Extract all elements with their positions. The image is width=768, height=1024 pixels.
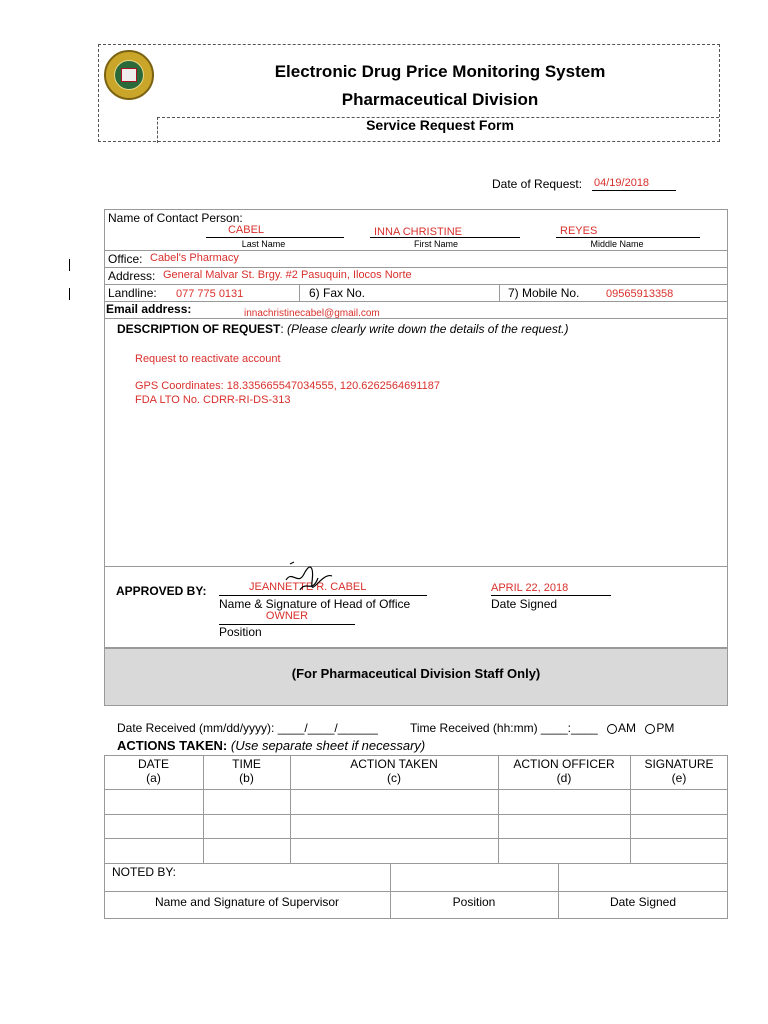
am-radio[interactable] [607, 724, 617, 734]
column-date: DATE (a) [137, 757, 170, 785]
supervisor-position-caption: Position [452, 895, 496, 909]
mobile-label: 7) Mobile No. [508, 286, 580, 300]
first-name-value[interactable]: INNA CHRISTINE [374, 226, 463, 238]
description-label: DESCRIPTION OF REQUEST [117, 322, 281, 336]
doh-seal-icon [104, 50, 154, 100]
contact-person-label: Name of Contact Person: [108, 211, 243, 225]
description-line-1[interactable]: Request to reactivate account [135, 353, 281, 365]
date-signed-caption: Date Signed [491, 597, 558, 611]
description-heading: DESCRIPTION OF REQUEST: (Please clearly write down the details of the request.) [117, 322, 569, 336]
date-of-request-value[interactable]: 04/19/2018 [594, 177, 650, 189]
approver-name[interactable]: JEANNETTE R. CABEL [249, 581, 367, 593]
time-received-label: Time Received (hh:mm) ____:____ [410, 721, 598, 735]
system-title: Electronic Drug Price Monitoring System [274, 62, 606, 81]
middle-name-caption: Middle Name [590, 239, 644, 249]
staff-only-text: (For Pharmaceutical Division Staff Only) [291, 666, 541, 681]
time-received-field[interactable] [410, 721, 674, 735]
approved-by-label: APPROVED BY: [116, 584, 207, 598]
date-signed-value[interactable]: APRIL 22, 2018 [491, 582, 569, 594]
division-title: Pharmaceutical Division [341, 90, 539, 109]
form-title: Service Request Form [366, 117, 514, 133]
description-line-3[interactable]: FDA LTO No. CDRR-RI-DS-313 [135, 394, 291, 406]
margin-mark [69, 288, 70, 300]
signature-icon [282, 560, 342, 600]
column-action-taken: ACTION TAKEN (c) [350, 757, 438, 785]
column-signature: SIGNATURE (e) [644, 757, 714, 785]
middle-name-value[interactable]: REYES [560, 225, 598, 237]
last-name-caption: Last Name [241, 239, 286, 249]
office-value[interactable]: Cabel's Pharmacy [150, 252, 239, 264]
supervisor-caption: Name and Signature of Supervisor [154, 895, 340, 909]
email-label: Email address: [106, 302, 192, 316]
description-hint: (Please clearly write down the details of the request.) [287, 322, 569, 336]
actions-taken-hint: (Use separate sheet if necessary) [230, 738, 426, 753]
office-label: Office: [108, 252, 143, 266]
description-line-2[interactable]: GPS Coordinates: 18.335665547034555, 120.6262564691187 [135, 380, 441, 392]
first-name-caption: First Name [413, 239, 458, 249]
approver-caption: Name & Signature of Head of Office [219, 597, 411, 611]
fax-label: 6) Fax No. [309, 286, 366, 300]
mobile-value[interactable]: 09565913358 [606, 288, 674, 300]
last-name-value[interactable]: CABEL [227, 224, 265, 236]
date-of-request-label: Date of Request: [492, 177, 583, 191]
approval-box [104, 567, 728, 648]
actions-taken-heading [117, 738, 425, 753]
email-value[interactable]: innachristinecabel@gmail.com [244, 308, 380, 319]
landline-label: Landline: [108, 286, 157, 300]
position-caption: Position [219, 625, 262, 639]
column-action-officer: ACTION OFFICER (d) [513, 757, 615, 785]
landline-value[interactable]: 077 775 0131 [176, 288, 244, 300]
noted-by-label: NOTED BY: [112, 865, 177, 879]
pm-label: PM [656, 721, 675, 735]
position-value[interactable]: OWNER [265, 610, 309, 622]
am-label: AM [617, 721, 636, 735]
pm-radio[interactable] [645, 724, 655, 734]
date-received-field[interactable]: Date Received (mm/dd/yyyy): ____/____/______ [117, 721, 378, 735]
column-time: TIME (b) [232, 757, 261, 785]
address-label: Address: [108, 269, 156, 283]
supervisor-date-caption: Date Signed [609, 895, 677, 909]
actions-taken-label: ACTIONS TAKEN: [117, 738, 228, 753]
address-value[interactable]: General Malvar St. Brgy. #2 Pasuquin, Ilocos Norte [163, 269, 412, 281]
header-divider-vertical [157, 117, 158, 143]
margin-mark [69, 259, 70, 271]
